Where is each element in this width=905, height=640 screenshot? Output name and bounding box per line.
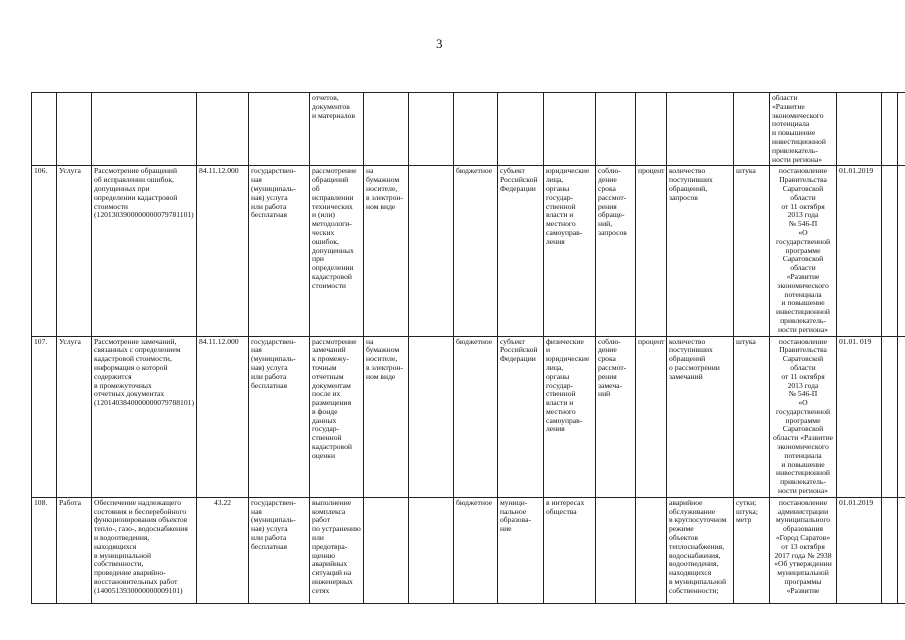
cell-status: государствен- ная (муниципаль- ная) услуга или работа бесплатная xyxy=(249,336,310,497)
cell-form xyxy=(364,497,409,603)
cell-legal-basis: области «Развитие экономического потенциала и повышение инвестиционной привлекатель- ности региона» xyxy=(770,93,837,166)
cell-consumers: физические и юридические лица, органы государ- ственной власти и местного самоуправ- ления xyxy=(544,336,596,497)
page-number: 3 xyxy=(436,36,443,51)
cell-form xyxy=(364,93,409,166)
cell-blank xyxy=(882,93,898,166)
cell-code: 43.22 xyxy=(197,497,249,603)
cell-financing xyxy=(454,93,498,166)
cell-date: 01.01. 019 xyxy=(837,336,882,497)
cell-form: на бумажном носителе, в электрон- ном виде xyxy=(364,166,409,336)
table-row xyxy=(32,497,905,603)
cell-content: рассмотрение обращений об исправлении технических и (или) методологи- ческих ошибок, допущенных при определении кадастровой стоимости xyxy=(310,166,364,336)
cell-financing: бюджетное xyxy=(454,497,498,603)
cell-indicator xyxy=(596,497,636,603)
cell-recipients xyxy=(498,93,544,166)
cell-status: государствен- ная (муниципаль- ная) услуга или работа бесплатная xyxy=(249,497,310,603)
cell-date xyxy=(837,93,882,166)
cell-quality: количество поступивших обращений о рассмотрении замечаний xyxy=(667,336,734,497)
cell-indicator: соблю- дение срока рассмот- рения замеча- ний xyxy=(596,336,636,497)
cell-code: 84.11.12.000 xyxy=(197,336,249,497)
cell-financing: бюджетное xyxy=(454,166,498,336)
cell-blank xyxy=(882,166,898,336)
cell-extra xyxy=(409,166,454,336)
cell-unit: штука xyxy=(734,336,770,497)
cell-indicator xyxy=(596,93,636,166)
cell-unit-percent: процент xyxy=(636,336,667,497)
cell-blank xyxy=(882,336,898,497)
cell-extra xyxy=(409,497,454,603)
cell-extra xyxy=(409,93,454,166)
register-table xyxy=(31,92,905,604)
cell-indicator: соблю- дение срока рассмот- рения обраще- ний, запросов xyxy=(596,166,636,336)
cell-consumers: юридические лица, органы государ- ственной власти и местного самоуправ- ления xyxy=(544,166,596,336)
cell-consumers: в интересах общества xyxy=(544,497,596,603)
cell-legal-basis: постановление администрации муниципального образования «Город Саратов» от 13 октября 2017 года № 2938 «Об утверждении муниципальной программы «Развитие xyxy=(770,497,837,603)
cell-content: рассмотрение замечаний к промежу- точным отчетным документам после их размещения в фонде данных государ- ственной кадастровой оценки xyxy=(310,336,364,497)
cell-content: отчетов, документов и материалов xyxy=(310,93,364,166)
cell-recipients: субъект Российской Федерации xyxy=(498,166,544,336)
cell-num: 106. xyxy=(32,166,57,336)
cell-kind: Работа xyxy=(57,497,92,603)
cell-recipients: субъект Российской Федерации xyxy=(498,336,544,497)
cell-unit-percent: процент xyxy=(636,166,667,336)
cell-kind: Услуга xyxy=(57,336,92,497)
cell-code: 84.11.12.000 xyxy=(197,166,249,336)
cell-date: 01.01.2019 xyxy=(837,497,882,603)
cell-num xyxy=(32,93,57,166)
cell-name: Рассмотрение замечаний, связанных с определением кадастровой стоимости, информация о которой содержится в промежуточных отчетных документах (1201403840000000079788101) xyxy=(92,336,197,497)
cell-content: выполнение комплекса работ по устранению или предотвра- щению аварийных ситуаций на инженерных сетях xyxy=(310,497,364,603)
table-row-continuation xyxy=(32,93,905,166)
cell-blank xyxy=(898,336,905,497)
cell-unit xyxy=(734,93,770,166)
cell-blank xyxy=(898,93,905,166)
cell-num: 107. xyxy=(32,336,57,497)
cell-blank xyxy=(898,497,905,603)
cell-blank xyxy=(882,497,898,603)
cell-name: Обеспечение надлежащего состояния и бесперебойного функционирования объектов тепло-, газо-, водоснабжения и водоотведения, находящихся в муниципальной собственности, проведение аварийно- восстановительных работ (1400513930000000009101) xyxy=(92,497,197,603)
cell-quality: аварийное обслуживание в круглосуточном режиме объектов теплоснабжения, водоснабжения, водоотведения, находящихся в муниципальной собственности; xyxy=(667,497,734,603)
cell-extra xyxy=(409,336,454,497)
cell-date: 01.01.2019 xyxy=(837,166,882,336)
cell-unit-percent xyxy=(636,93,667,166)
table-row xyxy=(32,336,905,497)
table-row xyxy=(32,166,905,336)
cell-kind: Услуга xyxy=(57,166,92,336)
cell-consumers xyxy=(544,93,596,166)
cell-num: 108. xyxy=(32,497,57,603)
cell-quality xyxy=(667,93,734,166)
cell-recipients: муници- пальное образова- ние xyxy=(498,497,544,603)
cell-kind xyxy=(57,93,92,166)
cell-unit: штука xyxy=(734,166,770,336)
cell-form: на бумажном носителе, в электрон- ном виде xyxy=(364,336,409,497)
cell-quality: количество поступивших обращений, запросов xyxy=(667,166,734,336)
cell-financing: бюджетное xyxy=(454,336,498,497)
cell-legal-basis: постановление Правительства Саратовской области от 11 октября 2013 года № 546-П «О государственной программе Саратовской области «Развитие экономического потенциала и повышение инвестиционной привлекатель- ности региона» xyxy=(770,166,837,336)
cell-status xyxy=(249,93,310,166)
cell-unit: сутки; штука; метр xyxy=(734,497,770,603)
cell-blank xyxy=(898,166,905,336)
cell-code xyxy=(197,93,249,166)
cell-status: государствен- ная (муниципаль- ная) услуга или работа бесплатная xyxy=(249,166,310,336)
cell-name: Рассмотрение обращений об исправлении ошибок, допущенных при определении кадастровой стоимости (1201303900000000079781101) xyxy=(92,166,197,336)
cell-name xyxy=(92,93,197,166)
cell-legal-basis: постановление Правительства Саратовской области от 11 октября 2013 года № 546-П «О государственной программе Саратовской области «Развитие экономического потенциала и повышение инвестиционной привлекатель- ности региона» xyxy=(770,336,837,497)
cell-unit-percent xyxy=(636,497,667,603)
